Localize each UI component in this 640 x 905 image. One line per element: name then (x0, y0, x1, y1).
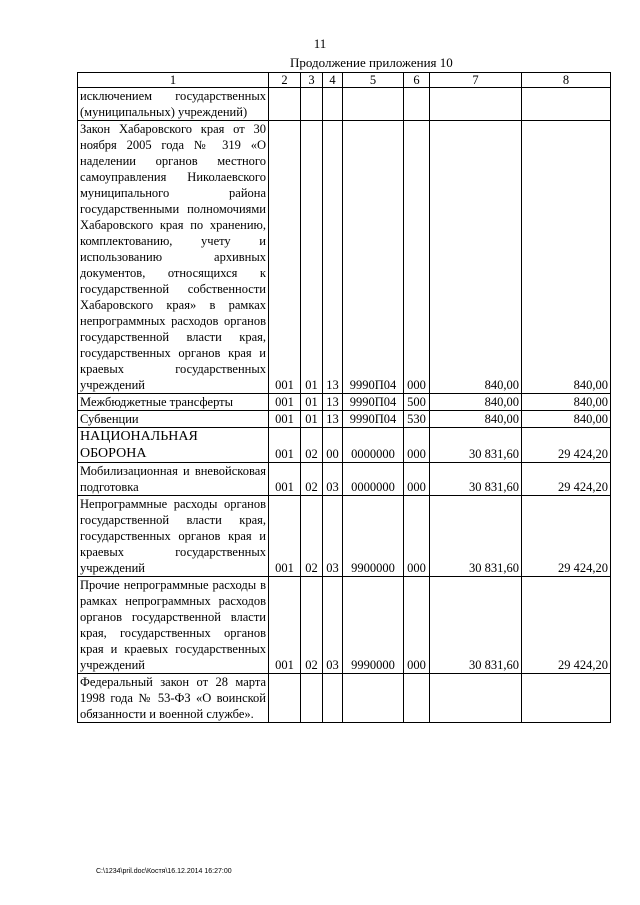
cell-c3 (301, 674, 323, 723)
header-cell: 1 (78, 73, 269, 88)
cell-c7: 840,00 (430, 394, 522, 411)
cell-c6: 000 (404, 121, 430, 394)
cell-c8: 29 424,20 (522, 463, 611, 496)
cell-c6: 000 (404, 463, 430, 496)
cell-c3: 01 (301, 411, 323, 428)
row-name: исключением государственных (муниципальных) учреждений) (78, 88, 269, 121)
header-cell: 4 (323, 73, 343, 88)
cell-c3: 02 (301, 577, 323, 674)
cell-c6 (404, 88, 430, 121)
cell-c6: 000 (404, 428, 430, 463)
row-name: Межбюджетные трансферты (78, 394, 269, 411)
cell-c5: 9900000 (343, 496, 404, 577)
cell-c5 (343, 88, 404, 121)
table-row (78, 496, 611, 577)
cell-c8: 29 424,20 (522, 428, 611, 463)
cell-c5: 0000000 (343, 463, 404, 496)
cell-c4: 13 (323, 394, 343, 411)
cell-c5: 9990П04 (343, 411, 404, 428)
cell-c7: 30 831,60 (430, 496, 522, 577)
cell-c3: 02 (301, 463, 323, 496)
cell-c4: 00 (323, 428, 343, 463)
cell-c8: 840,00 (522, 411, 611, 428)
cell-c2: 001 (269, 411, 301, 428)
cell-c4: 13 (323, 121, 343, 394)
cell-c2 (269, 88, 301, 121)
cell-c8: 29 424,20 (522, 577, 611, 674)
cell-c3: 01 (301, 394, 323, 411)
table-row (78, 411, 611, 428)
cell-c7 (430, 88, 522, 121)
cell-c4: 03 (323, 463, 343, 496)
cell-c7: 30 831,60 (430, 463, 522, 496)
cell-c4: 03 (323, 496, 343, 577)
cell-c5: 0000000 (343, 428, 404, 463)
cell-c7: 840,00 (430, 411, 522, 428)
row-name: НАЦИОНАЛЬНАЯ ОБОРОНА (78, 428, 269, 463)
table-row (78, 88, 611, 121)
header-cell: 2 (269, 73, 301, 88)
table-row (78, 674, 611, 723)
cell-c3 (301, 88, 323, 121)
page-number: 11 (313, 36, 327, 51)
budget-table (77, 72, 611, 723)
table-row (78, 394, 611, 411)
table-row (78, 577, 611, 674)
cell-c6: 000 (404, 496, 430, 577)
cell-c4 (323, 674, 343, 723)
cell-c4: 13 (323, 411, 343, 428)
header-cell: 7 (430, 73, 522, 88)
row-name: Непрограммные расходы органов государственной власти края, государственных органов края и краевых государственных учреждений (78, 496, 269, 577)
header-row (78, 73, 611, 88)
header-cell: 3 (301, 73, 323, 88)
cell-c5: 9990П04 (343, 121, 404, 394)
row-name: Субвенции (78, 411, 269, 428)
header-cell: 5 (343, 73, 404, 88)
cell-c2: 001 (269, 394, 301, 411)
table-row (78, 463, 611, 496)
table-row (78, 428, 611, 463)
header-cell: 8 (522, 73, 611, 88)
cell-c8 (522, 674, 611, 723)
cell-c8: 29 424,20 (522, 496, 611, 577)
cell-c4: 03 (323, 577, 343, 674)
cell-c6: 530 (404, 411, 430, 428)
cell-c3: 02 (301, 496, 323, 577)
cell-c5: 9990000 (343, 577, 404, 674)
cell-c7: 840,00 (430, 121, 522, 394)
cell-c4 (323, 88, 343, 121)
cell-c8 (522, 88, 611, 121)
table-row (78, 121, 611, 394)
row-name: Прочие непрограммные расходы в рамках непрограммных расходов органов государственной власти края, государственных органов края и краевых государственных учреждений (78, 577, 269, 674)
cell-c2: 001 (269, 121, 301, 394)
cell-c3: 01 (301, 121, 323, 394)
cell-c2: 001 (269, 577, 301, 674)
cell-c5: 9990П04 (343, 394, 404, 411)
cell-c7: 30 831,60 (430, 428, 522, 463)
cell-c6: 000 (404, 577, 430, 674)
cell-c2: 001 (269, 496, 301, 577)
row-name: Федеральный закон от 28 марта 1998 года № 53-ФЗ «О воинской обязанности и военной службе». (78, 674, 269, 723)
cell-c7 (430, 674, 522, 723)
continuation-caption: Продолжение приложения 10 (290, 55, 453, 70)
cell-c2: 001 (269, 463, 301, 496)
row-name: Мобилизационная и вневойсковая подготовка (78, 463, 269, 496)
cell-c8: 840,00 (522, 394, 611, 411)
row-name: Закон Хабаровского края от 30 ноября 2005 года № 319 «О наделении органов местного самоуправления Николаевского муниципального района государственными полномочиями Хабаровского края по хранению, комплектованию, учету и использованию архивных документов, относящихся к государственной собственности Хабаровского края» в рамках непрограммных расходов органов государственной власти края, государственных органов края и краевых государственных учреждений (78, 121, 269, 394)
cell-c5 (343, 674, 404, 723)
cell-c3: 02 (301, 428, 323, 463)
cell-c2: 001 (269, 428, 301, 463)
cell-c6 (404, 674, 430, 723)
cell-c2 (269, 674, 301, 723)
cell-c6: 500 (404, 394, 430, 411)
cell-c7: 30 831,60 (430, 577, 522, 674)
header-cell: 6 (404, 73, 430, 88)
cell-c8: 840,00 (522, 121, 611, 394)
file-path-footer: C:\1234\pril.doc\Костя\16.12.2014 16:27:00 (96, 868, 232, 875)
